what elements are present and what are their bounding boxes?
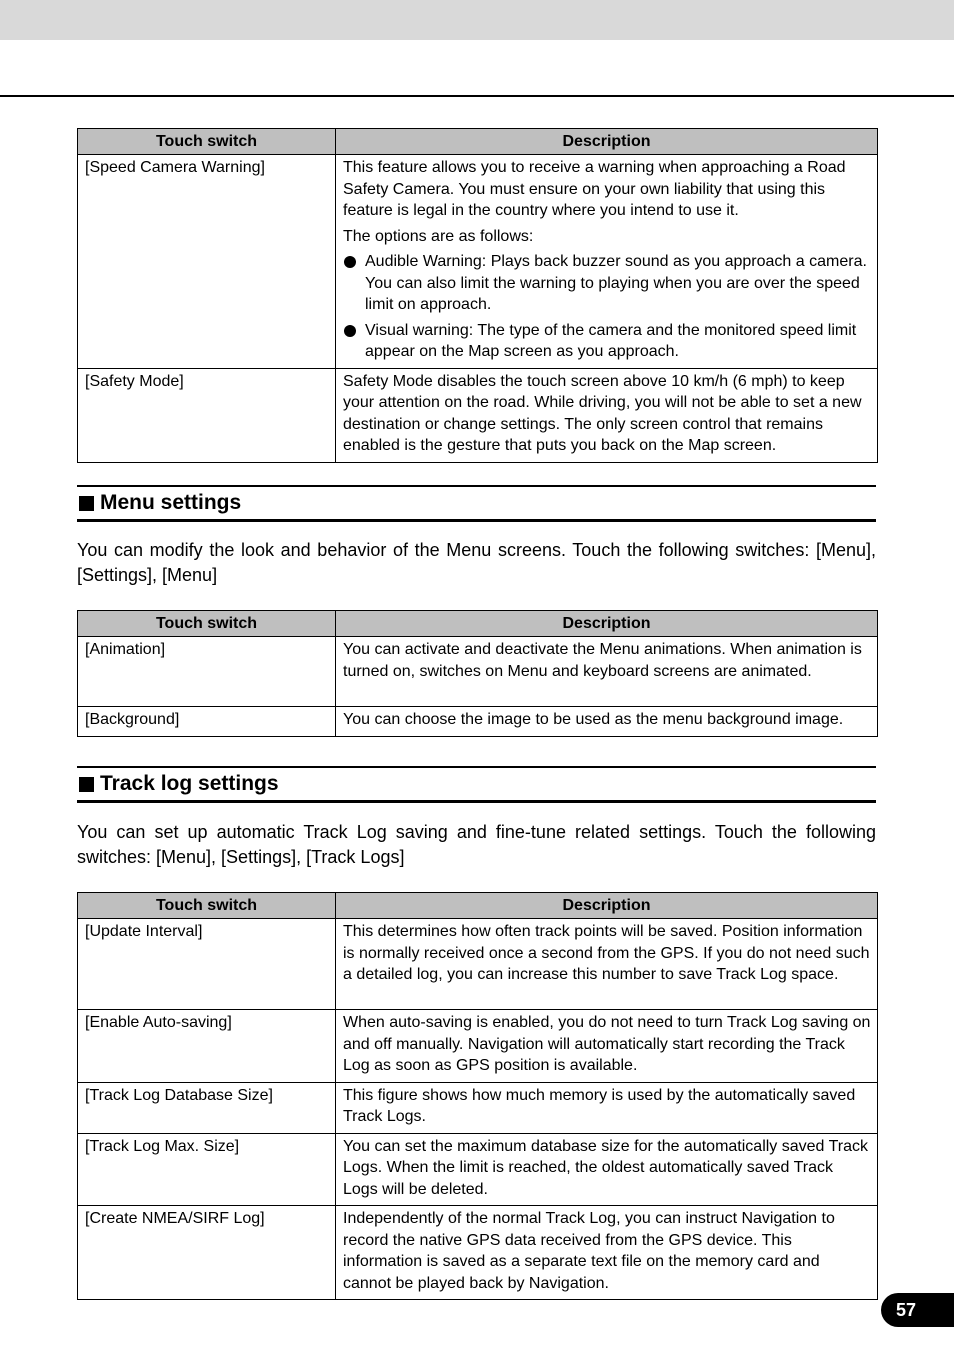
col-header-touch-switch: Touch switch xyxy=(78,129,336,155)
description-paragraph: The options are as follows: xyxy=(343,227,534,245)
table-row xyxy=(78,1133,878,1206)
description-cell: Independently of the normal Track Log, you can instruct Navigation to record the native GPS data received from the GPS device. This information is saved as a separate text file on the memory card and cannot be played back by Navigation. xyxy=(336,1206,878,1300)
col-header-touch-switch: Touch switch xyxy=(78,893,336,919)
table-row xyxy=(78,1010,878,1083)
table-row xyxy=(78,637,878,707)
square-bullet-icon xyxy=(79,777,94,792)
square-bullet-icon xyxy=(79,496,94,511)
bullet-icon xyxy=(344,325,356,337)
menu-settings-intro: You can modify the look and behavior of the Menu screens. Touch the following switches: [Menu], [Settings], [Menu] xyxy=(77,540,876,585)
section-title: Menu settings xyxy=(100,491,242,514)
table-row xyxy=(78,707,878,737)
table-row xyxy=(78,1082,878,1133)
col-header-description: Description xyxy=(336,611,878,637)
switch-cell: [Create NMEA/SIRF Log] xyxy=(78,1206,336,1300)
table-row xyxy=(78,919,878,1010)
description-cell: Safety Mode disables the touch screen above 10 km/h (6 mph) to keep your attention on the road. While driving, you will not be able to set a new destination or change settings. The only screen control that remains enabled is the gesture that puts you back on the Map screen. xyxy=(336,368,878,462)
description-paragraph: This feature allows you to receive a warning when approaching a Road Safety Camera. You must ensure on your own liability that using this feature is legal in the country where you intend to use it. xyxy=(343,159,846,219)
header-rule xyxy=(0,95,954,97)
bullet-icon xyxy=(344,256,356,268)
switch-cell: [Background] xyxy=(78,707,336,737)
track-log-table xyxy=(77,892,878,1300)
table-header-row xyxy=(78,611,878,637)
switch-cell: [Animation] xyxy=(78,637,336,707)
description-cell: You can set the maximum database size for the automatically saved Track Logs. When the limit is reached, the oldest automatically saved Track Logs will be deleted. xyxy=(336,1133,878,1206)
header-band xyxy=(0,0,954,40)
table-row xyxy=(78,368,878,462)
description-cell: When auto-saving is enabled, you do not need to turn Track Log saving on and off manually. Navigation will automatically start recording the Track Log as soon as GPS position is available. xyxy=(336,1010,878,1083)
col-header-touch-switch: Touch switch xyxy=(78,611,336,637)
page-number: 57 xyxy=(881,1293,954,1327)
list-item: Audible Warning: Plays back buzzer sound as you approach a camera. You can also limit the warning to playing when you are over the speed limit on approach. xyxy=(343,251,871,316)
list-item: Visual warning: The type of the camera and the monitored speed limit appear on the Map screen as you approach. xyxy=(343,320,871,363)
col-header-description: Description xyxy=(336,893,878,919)
switch-cell: [Safety Mode] xyxy=(78,368,336,462)
section-title: Track log settings xyxy=(100,772,279,795)
col-header-description: Description xyxy=(336,129,878,155)
description-cell: You can activate and deactivate the Menu animations. When animation is turned on, switches on Menu and keyboard screens are animated. xyxy=(336,637,878,707)
track-log-settings-intro: You can set up automatic Track Log saving and fine-tune related settings. Touch the following switches: [Menu], [Settings], [Track Logs] xyxy=(77,822,876,867)
table-row xyxy=(78,1206,878,1300)
description-cell xyxy=(336,155,878,369)
options-list xyxy=(343,251,871,363)
track-log-settings-heading xyxy=(77,766,876,803)
table-header-row xyxy=(78,129,878,155)
speed-safety-table xyxy=(77,128,878,463)
menu-settings-table xyxy=(77,610,878,737)
description-cell: This determines how often track points will be saved. Position information is normally received once a second from the GPS. If you do not need such a detailed log, you can increase this number to save Track Log space. xyxy=(336,919,878,1010)
table-header-row xyxy=(78,893,878,919)
switch-cell: [Speed Camera Warning] xyxy=(78,155,336,369)
switch-cell: [Update Interval] xyxy=(78,919,336,1010)
description-cell: You can choose the image to be used as the menu background image. xyxy=(336,707,878,737)
switch-cell: [Track Log Max. Size] xyxy=(78,1133,336,1206)
table-row xyxy=(78,155,878,369)
switch-cell: [Track Log Database Size] xyxy=(78,1082,336,1133)
description-cell: This figure shows how much memory is used by the automatically saved Track Logs. xyxy=(336,1082,878,1133)
menu-settings-heading xyxy=(77,485,876,522)
switch-cell: [Enable Auto-saving] xyxy=(78,1010,336,1083)
